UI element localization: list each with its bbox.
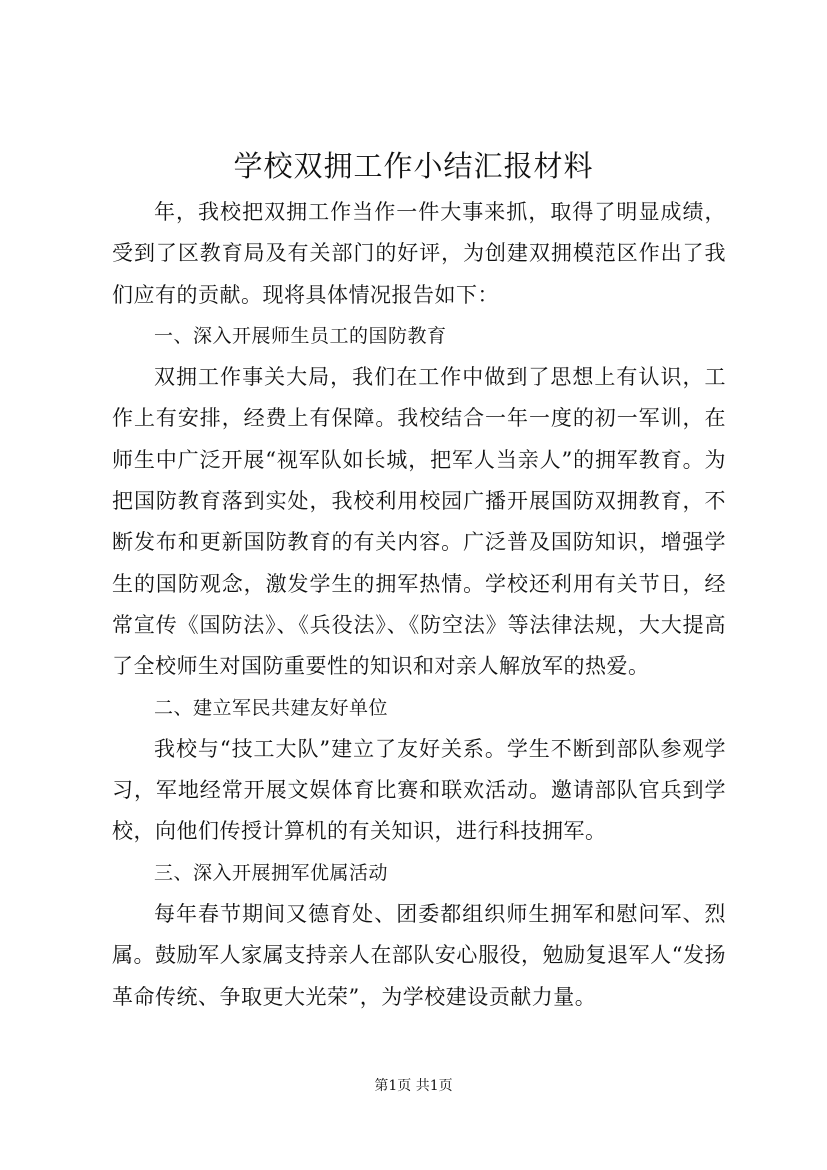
section-1-paragraph: 双拥工作事关大局，我们在工作中做到了思想上有认识，工作上有安排，经费上有保障。我校结合一年一度的初一军训，在师生中广泛开展“视军队如长城，把军人当亲人”的拥军教育。为把国防教育落到实处，我校利用校园广播开展国防双拥教育，不断发布和更新国防教育的有关内容。广泛普及国防知识，增强学生的国防观念，激发学生的拥军热情。学校还利用有关节日，经常宣传《国防法》、《兵役法》、《防空法》等法律法规，大大提高了全校师生对国防重要性的知识和对亲人解放军的热爱。 [112,365,726,679]
section-2-paragraph: 我校与“技工大队”建立了友好关系。学生不断到部队参观学习，军地经常开展文娱体育比赛和联欢活动。邀请部队官兵到学校，向他们传授计算机的有关知识，进行科技拥军。 [112,736,726,844]
intro-paragraph: 年，我校把双拥工作当作一件大事来抓，取得了明显成绩，受到了区教育局及有关部门的好评，为创建双拥模范区作出了我们应有的贡献。现将具体情况报告如下： [112,200,726,307]
section-3-heading: 三、深入开展拥军优属活动 [154,861,389,884]
document-body [112,192,726,1018]
section-2-heading: 二、建立军民共建友好单位 [154,696,389,719]
section-3-paragraph: 每年春节期间又德育处、团委都组织师生拥军和慰问军、烈属。鼓励军人家属支持亲人在部队安心服役，勉励复退军人“发扬革命传统、争取更大光荣”，为学校建设贡献力量。 [112,902,726,1009]
document-title: 学校双拥工作小结汇报材料 [233,149,594,183]
page-footer: 第1页 共1页 [374,1078,453,1094]
section-1-heading: 一、深入开展师生员工的国防教育 [154,324,447,347]
